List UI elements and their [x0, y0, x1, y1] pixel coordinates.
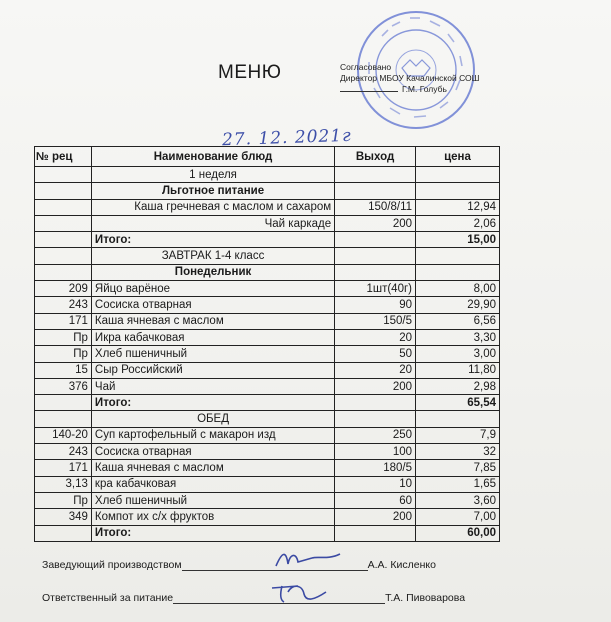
- total-price: 60,00: [416, 525, 500, 541]
- price-cell: [416, 411, 500, 427]
- output-cell: [335, 264, 416, 280]
- price-cell: [416, 264, 500, 280]
- col-header-dish: Наименование блюд: [91, 147, 334, 167]
- responsible-signature: [268, 578, 332, 606]
- table-row: [35, 346, 500, 362]
- dish-name: Сосиска отварная: [91, 444, 334, 460]
- price-cell: [416, 167, 500, 183]
- dish-name: Яйцо варёное: [91, 281, 334, 297]
- table-row: [35, 460, 500, 476]
- recipe-cell: [35, 525, 92, 541]
- dish-price: 2,98: [416, 378, 500, 394]
- dish-output: 200: [335, 215, 416, 231]
- dish-name: Хлеб пшеничный: [91, 492, 334, 508]
- dish-output: 10: [335, 476, 416, 492]
- dish-price: 3,60: [416, 492, 500, 508]
- dish-price: 7,85: [416, 460, 500, 476]
- dish-output: 150/5: [335, 313, 416, 329]
- price-cell: [416, 248, 500, 264]
- table-header-row: [35, 147, 500, 167]
- dish-price: 1,65: [416, 476, 500, 492]
- page-title: МЕНЮ: [218, 62, 282, 83]
- table-row: [35, 281, 500, 297]
- dish-output: 200: [335, 378, 416, 394]
- output-cell: [335, 248, 416, 264]
- table-row: [35, 297, 500, 313]
- recipe-number: 243: [35, 297, 92, 313]
- recipe-number: 171: [35, 313, 92, 329]
- dish-price: 6,56: [416, 313, 500, 329]
- output-cell: [335, 232, 416, 248]
- table-row: [35, 215, 500, 231]
- col-header-recipe: № рец: [35, 147, 92, 167]
- recipe-cell: [35, 264, 92, 280]
- recipe-number: 171: [35, 460, 92, 476]
- table-row: [35, 395, 500, 411]
- dish-name: Суп картофельный с макарон изд: [91, 427, 334, 443]
- dish-price: 7,00: [416, 509, 500, 525]
- recipe-number: 3,13: [35, 476, 92, 492]
- approval-signatory: [340, 84, 479, 95]
- dish-price: 3,00: [416, 346, 500, 362]
- dish-output: 20: [335, 329, 416, 345]
- table-row: [35, 378, 500, 394]
- output-cell: [335, 525, 416, 541]
- table-row: [35, 248, 500, 264]
- dish-output: 90: [335, 297, 416, 313]
- recipe-cell: [35, 183, 92, 199]
- manager-signature: [272, 546, 344, 572]
- dish-output: 100: [335, 444, 416, 460]
- footer-manager: [42, 559, 436, 571]
- table-row: [35, 167, 500, 183]
- recipe-number: 140-20: [35, 427, 92, 443]
- dish-name: Чай каркаде: [91, 215, 334, 231]
- col-header-price: цена: [416, 147, 500, 167]
- recipe-cell: [35, 232, 92, 248]
- recipe-number: Пр: [35, 492, 92, 508]
- responsible-label: Ответственный за питание: [42, 592, 174, 604]
- total-price: 65,54: [416, 395, 500, 411]
- total-label: Итого:: [91, 525, 334, 541]
- recipe-number: [35, 215, 92, 231]
- dish-name: Сыр Российский: [91, 362, 334, 378]
- dish-output: 50: [335, 346, 416, 362]
- table-row: [35, 362, 500, 378]
- dish-name: Каша ячневая с маслом: [91, 313, 334, 329]
- recipe-number: Пр: [35, 329, 92, 345]
- dish-name: Сосиска отварная: [91, 297, 334, 313]
- dish-price: 11,80: [416, 362, 500, 378]
- output-cell: [335, 167, 416, 183]
- recipe-cell: [35, 248, 92, 264]
- section-label: 1 неделя: [91, 167, 334, 183]
- table-row: [35, 329, 500, 345]
- section-label: ЗАВТРАК 1-4 класс: [91, 248, 334, 264]
- manager-label: Заведующий производством: [42, 559, 182, 571]
- total-label: Итого:: [91, 395, 334, 411]
- table-row: [35, 183, 500, 199]
- table-row: [35, 444, 500, 460]
- dish-output: 1шт(40г): [335, 281, 416, 297]
- recipe-cell: [35, 395, 92, 411]
- recipe-number: 209: [35, 281, 92, 297]
- section-label: ОБЕД: [91, 411, 334, 427]
- dish-output: 20: [335, 362, 416, 378]
- section-label: Льготное питание: [91, 183, 334, 199]
- table-row: [35, 476, 500, 492]
- table-row: [35, 199, 500, 215]
- dish-price: 32: [416, 444, 500, 460]
- dish-name: Икра кабачковая: [91, 329, 334, 345]
- dish-price: 2,06: [416, 215, 500, 231]
- dish-output: 200: [335, 509, 416, 525]
- section-label: Понедельник: [91, 264, 334, 280]
- dish-output: 150/8/11: [335, 199, 416, 215]
- menu-table: [34, 146, 500, 542]
- table-row: [35, 313, 500, 329]
- recipe-number: Пр: [35, 346, 92, 362]
- total-label: Итого:: [91, 232, 334, 248]
- footer-responsible: [42, 592, 465, 604]
- recipe-cell: [35, 411, 92, 427]
- recipe-number: [35, 199, 92, 215]
- approval-block: [340, 62, 479, 95]
- dish-name: Хлеб пшеничный: [91, 346, 334, 362]
- total-price: 15,00: [416, 232, 500, 248]
- table-row: [35, 427, 500, 443]
- output-cell: [335, 183, 416, 199]
- table-row: [35, 525, 500, 541]
- recipe-number: 349: [35, 509, 92, 525]
- output-cell: [335, 411, 416, 427]
- table-row: [35, 232, 500, 248]
- approval-label: Согласовано: [340, 62, 392, 72]
- handwritten-date: 27. 12. 2021г: [221, 125, 353, 151]
- price-cell: [416, 183, 500, 199]
- recipe-cell: [35, 167, 92, 183]
- dish-name: кра кабачковая: [91, 476, 334, 492]
- dish-output: 250: [335, 427, 416, 443]
- dish-price: 3,30: [416, 329, 500, 345]
- table-row: [35, 492, 500, 508]
- recipe-number: 376: [35, 378, 92, 394]
- menu-table-body: [35, 167, 500, 542]
- dish-price: 29,90: [416, 297, 500, 313]
- dish-name: Каша гречневая с маслом и сахаром: [91, 199, 334, 215]
- dish-output: 180/5: [335, 460, 416, 476]
- table-row: [35, 509, 500, 525]
- dish-name: Каша ячневая с маслом: [91, 460, 334, 476]
- responsible-name: Т.А. Пивоварова: [385, 592, 466, 604]
- dish-price: 12,94: [416, 199, 500, 215]
- approval-name: Г.М. Голубь: [402, 84, 447, 94]
- dish-price: 8,00: [416, 281, 500, 297]
- output-cell: [335, 395, 416, 411]
- table-row: [35, 411, 500, 427]
- approval-position: Директор МБОУ Качалинской СОШ: [340, 73, 480, 83]
- dish-name: Компот их с/х фруктов: [91, 509, 334, 525]
- manager-name: А.А. Кисленко: [367, 559, 436, 571]
- dish-output: 60: [335, 492, 416, 508]
- col-header-output: Выход: [335, 147, 416, 167]
- recipe-number: 243: [35, 444, 92, 460]
- dish-price: 7,9: [416, 427, 500, 443]
- recipe-number: 15: [35, 362, 92, 378]
- table-row: [35, 264, 500, 280]
- dish-name: Чай: [91, 378, 334, 394]
